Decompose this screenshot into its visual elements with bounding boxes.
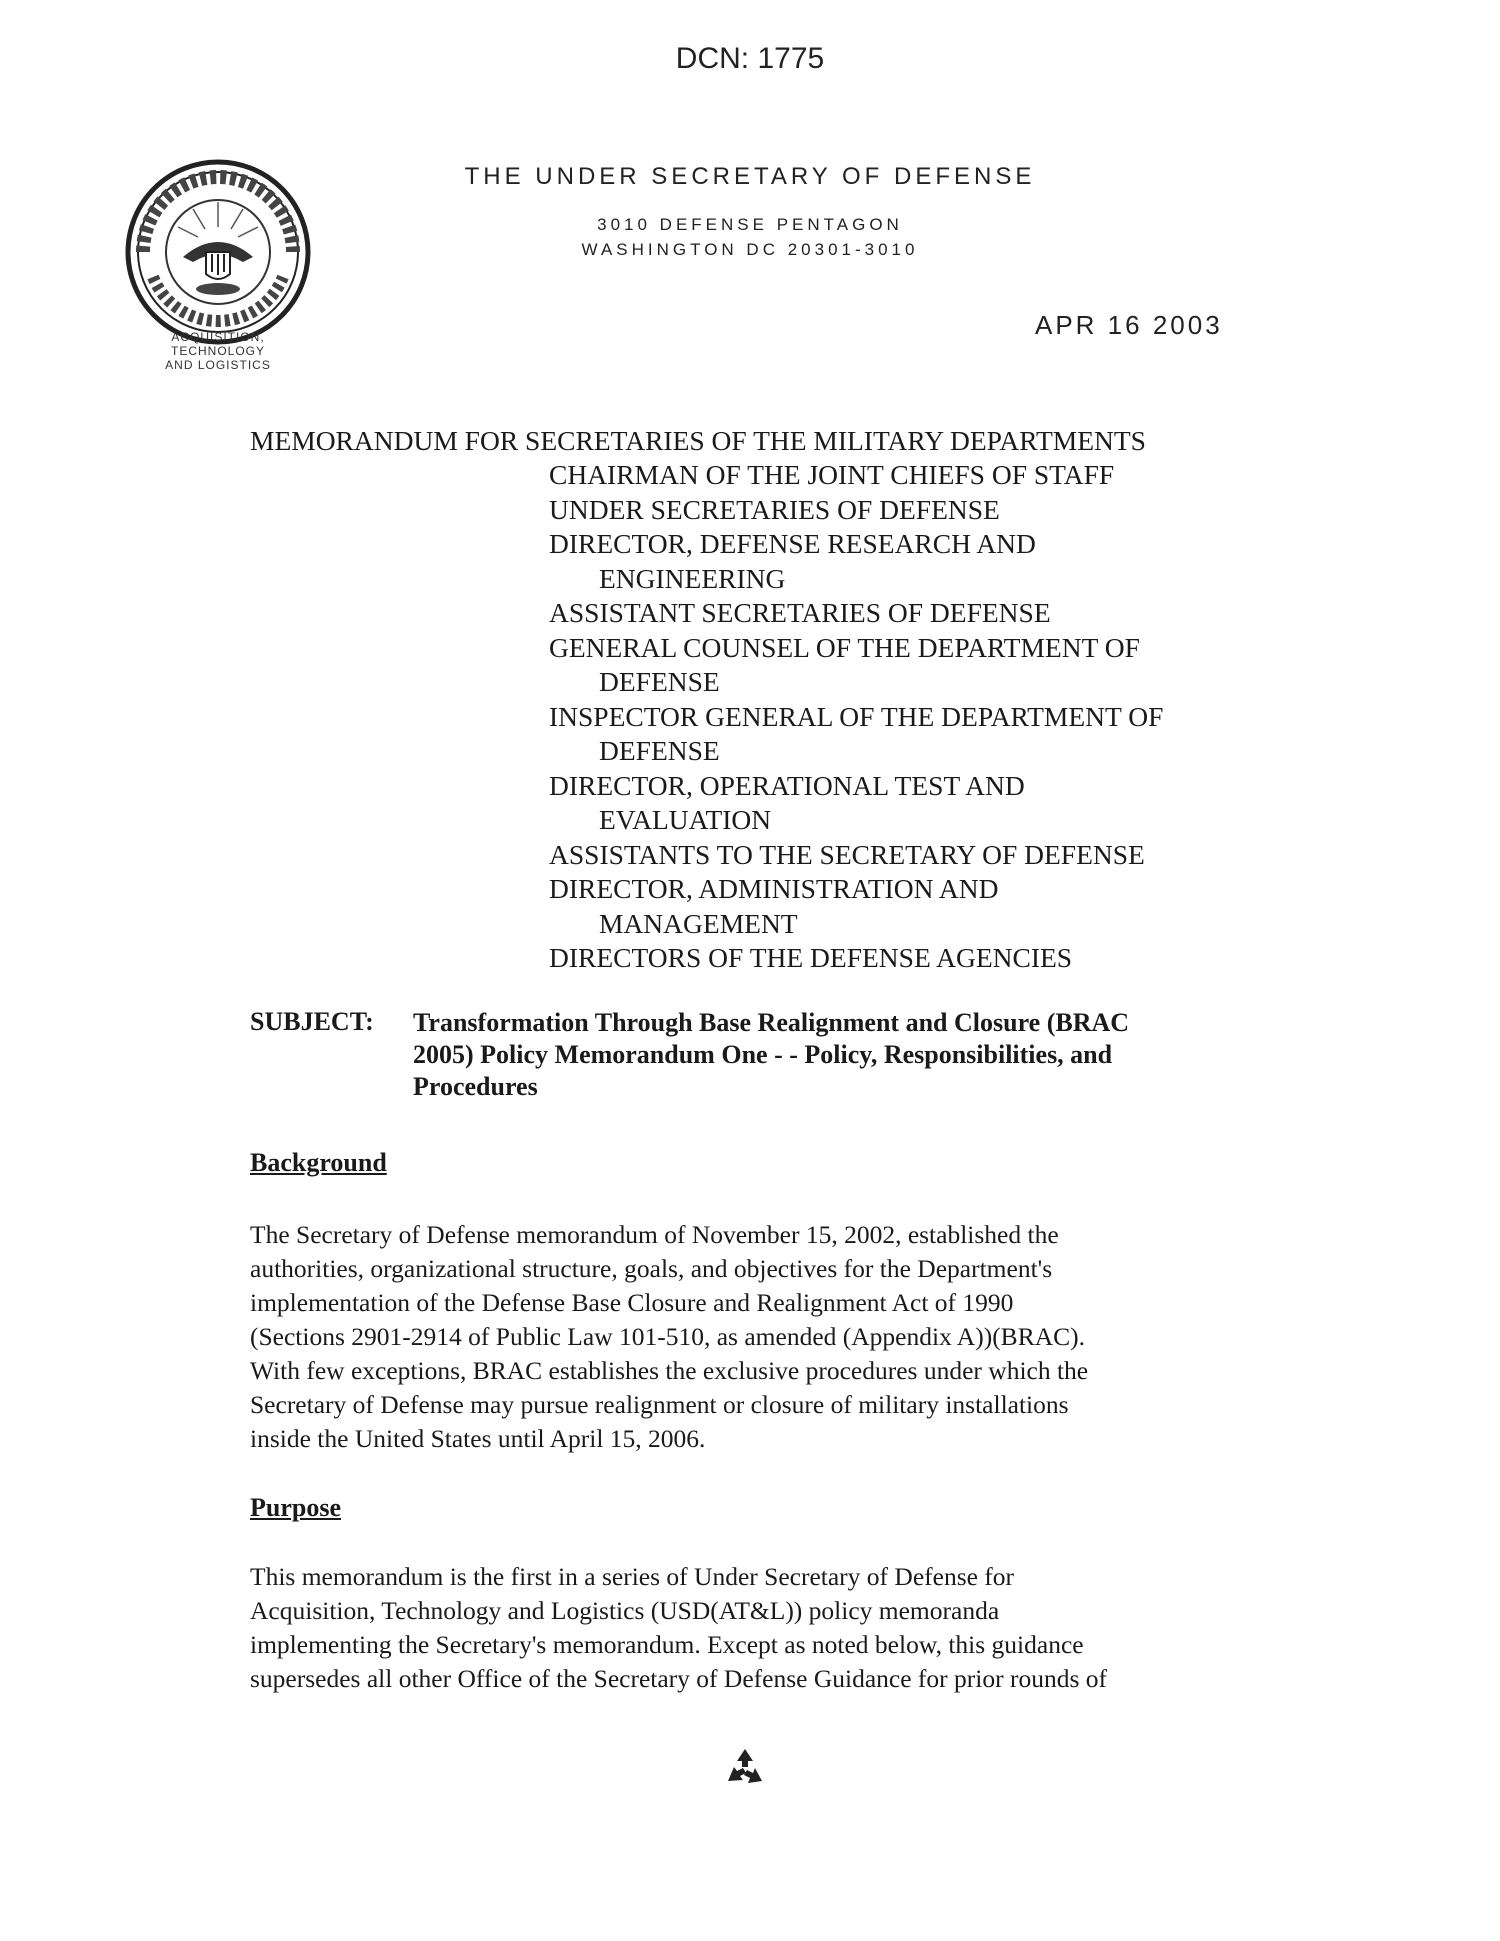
office-address: 3010 DEFENSE PENTAGON WASHINGTON DC 20301-3010 [581, 215, 919, 259]
background-heading: Background [250, 1148, 387, 1177]
purpose-paragraph: This memorandum is the first in a series of Under Secretary of Defense for Acquisition, Technology and Logistics (USD(AT&L)) policy memoranda implementing the Secretary's memorandum. Except as noted below, this guidance supersedes all other Office of the Secretary of Defense Guidance for prior rounds of [250, 1562, 1107, 1693]
addressee: DIRECTOR, ADMINISTRATION AND [549, 873, 999, 904]
recycle-icon [722, 1745, 768, 1791]
addressee: GENERAL COUNSEL OF THE DEPARTMENT OF [549, 631, 1140, 663]
addressee: CHAIRMAN OF THE JOINT CHIEFS OF STAFF [549, 459, 1115, 490]
date-stamp: APR 16 2003 [1035, 310, 1223, 340]
addressee-continuation: ENGINEERING [599, 562, 786, 594]
subject-label: SUBJECT: [250, 1007, 374, 1036]
addressee: ASSISTANTS TO THE SECRETARY OF DEFENSE [549, 838, 1145, 870]
dod-seal-icon [123, 157, 313, 347]
purpose-heading: Purpose [250, 1493, 341, 1522]
addressee: DIRECTOR, DEFENSE RESEARCH AND [549, 528, 1036, 559]
addressee: UNDER SECRETARIES OF DEFENSE [549, 493, 1000, 525]
addressee: INSPECTOR GENERAL OF THE DEPARTMENT OF [549, 700, 1164, 732]
addressee-continuation: EVALUATION [599, 804, 772, 835]
memo-for-line: MEMORANDUM FOR SECRETARIES OF THE MILITARY DEPARTMENTS [250, 425, 1146, 456]
office-title: THE UNDER SECRETARY OF DEFENSE [464, 163, 1036, 190]
addressee-continuation: MANAGEMENT [599, 907, 798, 939]
background-paragraph: The Secretary of Defense memorandum of November 15, 2002, established the authorities, organizational structure, goals, and objectives for the Department's implementation of the Defense Base Closure and Realignment Act of 1990 (Sections 2901-2914 of Public Law 101-510, as amended (Appendix A))(BRAC). With few exceptions, BRAC establishes the exclusive procedures under which the Secretary of Defense may pursue realignment or closure of military installations inside the United States until April 15, 2006. [250, 1220, 1089, 1453]
addressee-continuation: DEFENSE [599, 666, 720, 697]
dcn-number: DCN: 1775 [675, 42, 825, 75]
addressee: DIRECTOR, OPERATIONAL TEST AND [549, 769, 1025, 801]
addressee: ASSISTANT SECRETARIES OF DEFENSE [549, 597, 1051, 628]
addressee-continuation: DEFENSE [599, 735, 720, 766]
subject-text: Transformation Through Base Realignment and Closure (BRAC 2005) Policy Memorandum One - - Policy, Responsibilities, and Procedures [413, 1008, 1130, 1101]
addressee: DIRECTORS OF THE DEFENSE AGENCIES [549, 942, 1073, 973]
seal-caption: ACQUISITION, TECHNOLOGY AND LOGISTICS [165, 330, 271, 372]
addressee-list [549, 458, 1163, 976]
